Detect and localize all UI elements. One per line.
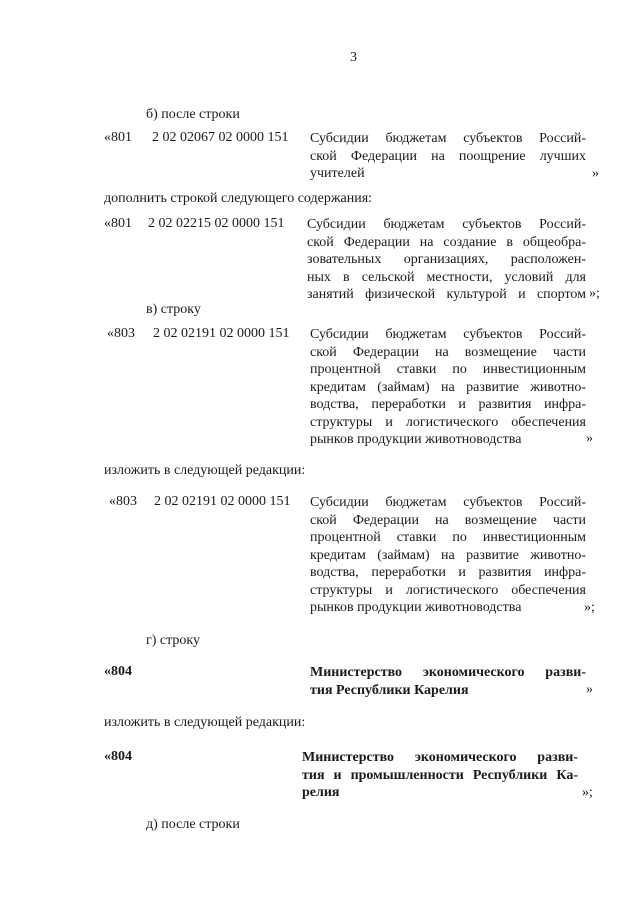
budget-classification-code: 2 02 02067 02 0000 151	[152, 130, 289, 145]
budget-classification-code: 2 02 02215 02 0000 151	[148, 216, 285, 231]
budget-classification-code: 2 02 02191 02 0000 151	[153, 326, 290, 341]
subparagraph-d-heading: д) после строки	[146, 817, 240, 832]
description-line: зовательных организациях, расположен-	[307, 252, 586, 267]
row-code: «804	[104, 749, 132, 764]
row-description	[310, 494, 586, 617]
description-line: водства, переработки и развития инфра-	[310, 397, 586, 412]
description-line: рынков продукции животноводства	[310, 432, 522, 447]
description-line: занятий физической культурой и спортом	[307, 287, 586, 302]
closing-quote: »	[586, 431, 593, 446]
description-line: учителей	[310, 166, 365, 181]
row-code: «804	[104, 664, 132, 679]
closing-quote: »;	[589, 286, 600, 301]
description-line: кредитам (займам) на развитие животно-	[310, 547, 586, 563]
description-line: процентной ставки по инвестиционным	[310, 530, 586, 545]
instruction-text: изложить в следующей редакции:	[104, 715, 306, 730]
description-line: ской Федерации на поощрение лучших	[310, 148, 586, 164]
description-line: релия	[302, 785, 340, 800]
row-code: «803	[109, 494, 137, 509]
row-description	[310, 130, 586, 183]
description-line: Субсидии бюджетам субъектов Россий-	[310, 327, 586, 342]
description-line: структуры и логистического обеспечения	[310, 582, 586, 598]
description-line: Субсидии бюджетам субъектов Россий-	[307, 217, 586, 232]
description-line: ных в сельской местности, условий для	[307, 269, 586, 285]
row-description	[310, 664, 586, 699]
description-line: Субсидии бюджетам субъектов Россий-	[310, 131, 586, 146]
description-line: Министерство экономического разви-	[302, 750, 578, 765]
closing-quote: »	[592, 166, 599, 181]
description-line: ской Федерации на возмещение части	[310, 512, 586, 528]
row-description	[302, 749, 578, 802]
subparagraph-b-heading: б) после строки	[146, 107, 240, 122]
description-line: водства, переработки и развития инфра-	[310, 565, 586, 580]
description-line: рынков продукции животноводства	[310, 600, 522, 615]
closing-quote: »	[586, 682, 593, 697]
row-code: «803	[107, 326, 135, 341]
row-description	[310, 326, 586, 449]
row-code: «801	[104, 216, 132, 231]
instruction-text: изложить в следующей редакции:	[104, 463, 306, 478]
description-line: ской Федерации на создание в общеобра-	[307, 234, 586, 250]
subparagraph-g-heading: г) строку	[146, 633, 201, 648]
description-line: Министерство экономического разви-	[310, 665, 586, 680]
closing-quote: »;	[582, 785, 593, 800]
row-description	[307, 216, 586, 304]
page-number: 3	[350, 50, 357, 65]
description-line: ской Федерации на возмещение части	[310, 344, 586, 360]
subparagraph-v-heading: в) строку	[146, 302, 201, 317]
description-line: тия Республики Карелия	[310, 682, 469, 698]
description-line: структуры и логистического обеспечения	[310, 414, 586, 430]
instruction-text: дополнить строкой следующего содержания:	[104, 191, 373, 206]
closing-quote: »;	[584, 600, 595, 615]
description-line: тия и промышленности Республики Ка-	[302, 767, 578, 783]
description-line: кредитам (займам) на развитие животно-	[310, 379, 586, 395]
row-code: «801	[104, 130, 132, 145]
budget-classification-code: 2 02 02191 02 0000 151	[154, 494, 291, 509]
description-line: Субсидии бюджетам субъектов Россий-	[310, 495, 586, 510]
description-line: процентной ставки по инвестиционным	[310, 362, 586, 377]
